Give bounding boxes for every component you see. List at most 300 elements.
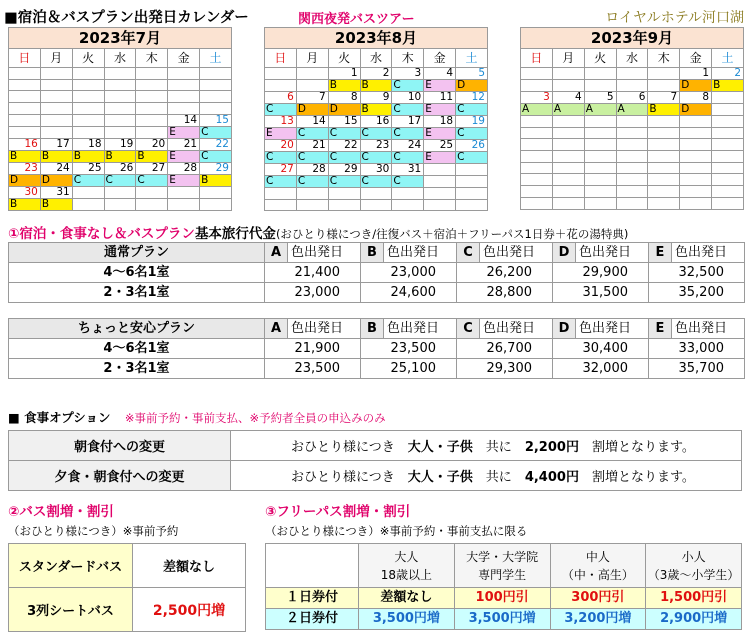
departure-badge-label: 色出発日 [672, 243, 745, 263]
week-date-row [521, 116, 744, 128]
tour-subtitle: 関西夜発バスツアー [298, 12, 415, 27]
weekday-label: 日 [9, 49, 41, 68]
calendar-plan-code: C [392, 176, 424, 188]
calendar-plan-code [136, 79, 168, 91]
price-cell: 30,400 [553, 339, 649, 359]
calendar-2 [264, 27, 488, 211]
calendar-plan-code [168, 103, 200, 115]
room-type: 4～6名1室 [9, 263, 265, 283]
calendar-date: 8 [328, 92, 360, 104]
calendar-date: 30 [9, 186, 41, 198]
calendar-plan-code [521, 197, 553, 209]
calendar-date [9, 68, 41, 80]
header-line: 専門学生 [478, 567, 527, 582]
calendar-date [521, 139, 553, 151]
table-row [9, 283, 745, 303]
calendar-date: 12 [456, 92, 488, 104]
calendar-date [616, 162, 648, 174]
weekday-label: 金 [424, 49, 456, 68]
departure-badge: C [457, 243, 480, 263]
calendar-plan-code: E [424, 104, 456, 116]
calendar-date: 25 [424, 140, 456, 152]
calendar-date: 23 [9, 162, 41, 174]
weekday-label: 日 [265, 49, 297, 68]
calendar-date: 2 [712, 68, 744, 80]
calendar-plan-code: A [521, 104, 553, 116]
calendar-plan-code: A [616, 104, 648, 116]
weekday-label: 火 [584, 49, 616, 68]
calendar-plan-code [616, 127, 648, 139]
calendar-plan-code: E [168, 126, 200, 138]
calendar-plan-code: C [265, 152, 297, 164]
departure-badge: E [649, 319, 672, 339]
row-label: １日券付 [266, 588, 359, 609]
row-label: ２日券付 [266, 609, 359, 630]
departure-badge-label: 色出発日 [480, 319, 553, 339]
calendar-plan-code: B [9, 198, 41, 210]
meal-label: 朝食付への変更 [9, 431, 231, 461]
calendar-plan-code [616, 174, 648, 186]
calendar-date: 29 [200, 162, 232, 174]
calendar-plan-code: C [360, 152, 392, 164]
calendar-date: 21 [296, 140, 328, 152]
calendar-date [296, 188, 328, 200]
calendar-date: 17 [40, 138, 72, 150]
calendar-plan-code: B [136, 150, 168, 162]
calendar-date [136, 68, 168, 80]
calendar-plan-code [136, 198, 168, 210]
calendar-plan-code: C [328, 176, 360, 188]
calendar-plan-code [9, 79, 41, 91]
calendar-date [680, 186, 712, 198]
calendar-plan-code [552, 80, 584, 92]
column-header [359, 544, 455, 588]
calendar-plan-code [392, 199, 424, 211]
calendar-date: 16 [9, 138, 41, 150]
calendar-date [136, 91, 168, 103]
section1-main: 基本旅行代金 [194, 226, 276, 242]
departure-badge-label: 色出発日 [384, 243, 457, 263]
calendar-date [168, 186, 200, 198]
calendar-plan-code [72, 79, 104, 91]
header-line: 大学・大学院 [466, 549, 539, 564]
calendar-date [265, 188, 297, 200]
table-header-row [266, 544, 742, 588]
week-code-row [9, 198, 232, 210]
price-cell: 28,800 [457, 283, 553, 303]
calendar-date: 11 [424, 92, 456, 104]
calendar-date [456, 164, 488, 176]
meal-text2: 大人・子供 [407, 440, 473, 455]
cell: 1,500円引 [646, 588, 742, 609]
calendar-month-title: 2023年8月 [265, 28, 488, 49]
calendar-plan-code [328, 199, 360, 211]
calendar-plan-code: E [424, 152, 456, 164]
calendar-date [584, 116, 616, 128]
price-cell: 23,000 [361, 263, 457, 283]
calendar-plan-code: C [265, 176, 297, 188]
departure-badge: A [265, 243, 288, 263]
week-code-row [9, 103, 232, 115]
week-code-row [521, 104, 744, 116]
calendar-plan-code [521, 174, 553, 186]
calendar-date [616, 139, 648, 151]
calendar-date [72, 186, 104, 198]
calendar-date [584, 162, 616, 174]
calendar-date [104, 68, 136, 80]
calendar-plan-code [521, 80, 553, 92]
calendar-date [168, 91, 200, 103]
calendar-date [328, 188, 360, 200]
weekday-label: 金 [680, 49, 712, 68]
calendar-month-title: 2023年9月 [521, 28, 744, 49]
calendar-plan-code: B [72, 150, 104, 162]
calendar-date: 10 [392, 92, 424, 104]
week-code-row [265, 80, 488, 92]
calendar-date [616, 116, 648, 128]
freepass-table [265, 543, 742, 630]
table-header-row [9, 243, 745, 263]
price-cell: 26,200 [457, 263, 553, 283]
calendar-plan-code: C [136, 174, 168, 186]
calendar-date [552, 186, 584, 198]
calendar-plan-code: C [104, 174, 136, 186]
calendar-plan-code: B [712, 80, 744, 92]
calendar-date [712, 92, 744, 104]
bus-table [8, 543, 246, 632]
calendar-date: 2 [360, 68, 392, 80]
calendar-plan-code: C [200, 126, 232, 138]
header-line: 中人 [585, 549, 610, 564]
calendar-date: 29 [328, 164, 360, 176]
meal-note: ※事前予約・事前支払、※予約者全員の申込みのみ [124, 411, 386, 425]
weekday-label: 土 [456, 49, 488, 68]
calendar-date: 7 [296, 92, 328, 104]
calendar-plan-code [680, 197, 712, 209]
calendar-plan-code: B [360, 104, 392, 116]
calendar-date: 28 [168, 162, 200, 174]
price-table-1 [8, 242, 745, 303]
calendar-plan-code [521, 127, 553, 139]
room-type: 2・3名1室 [9, 359, 265, 379]
calendar-plan-code [200, 198, 232, 210]
calendar-plan-code: D [40, 174, 72, 186]
price-cell: 29,900 [553, 263, 649, 283]
calendar-date: 19 [104, 138, 136, 150]
calendar-date [648, 116, 680, 128]
calendar-date [296, 68, 328, 80]
calendar-plan-code [521, 151, 553, 163]
calendar-plan-code: C [456, 104, 488, 116]
weekday-label: 金 [168, 49, 200, 68]
calendar-date [616, 68, 648, 80]
calendar-date: 28 [296, 164, 328, 176]
calendar-plan-code [104, 79, 136, 91]
weekday-label: 水 [616, 49, 648, 68]
meal-title: ■ 食事オプション [8, 410, 111, 425]
calendar-date [104, 91, 136, 103]
price-cell: 26,700 [457, 339, 553, 359]
table-row [266, 588, 742, 609]
price-cell: 23,500 [361, 339, 457, 359]
calendar-date [680, 139, 712, 151]
week-date-row [9, 138, 232, 150]
calendar-date [9, 114, 41, 126]
calendar-date: 21 [168, 138, 200, 150]
calendar-date: 7 [648, 92, 680, 104]
calendar-plan-code: B [104, 150, 136, 162]
calendar-date [265, 68, 297, 80]
calendar-plan-code [616, 80, 648, 92]
calendar-date [521, 68, 553, 80]
calendar-plan-code [680, 127, 712, 139]
meal-price: 2,200円 [524, 440, 579, 455]
calendar-date [104, 114, 136, 126]
weekday-label: 土 [712, 49, 744, 68]
meal-text2: 大人・子供 [407, 470, 473, 485]
price-cell: 24,600 [361, 283, 457, 303]
calendar-plan-code: C [296, 176, 328, 188]
section1-heading [8, 222, 628, 242]
cell: 300円引 [550, 588, 646, 609]
weekday-label: 木 [136, 49, 168, 68]
calendar-plan-code [584, 151, 616, 163]
price-cell: 21,400 [265, 263, 361, 283]
price-cell: 23,000 [265, 283, 361, 303]
calendar-date: 5 [584, 92, 616, 104]
calendar-date [712, 162, 744, 174]
departure-badge-label: 色出発日 [384, 319, 457, 339]
bus-note: （おひとり様につき）※事前予約 [8, 524, 179, 538]
week-date-row [521, 92, 744, 104]
departure-badge: C [457, 319, 480, 339]
week-code-row [9, 79, 232, 91]
calendar-plan-code [40, 126, 72, 138]
calendar-date: 3 [521, 92, 553, 104]
header-line: 18歳以上 [380, 567, 433, 582]
room-type: 4～6名1室 [9, 339, 265, 359]
weekday-label: 月 [552, 49, 584, 68]
price-cell: 32,000 [553, 359, 649, 379]
cell: 差額なし [359, 588, 455, 609]
departure-badge: B [361, 319, 384, 339]
price-cell: 32,500 [649, 263, 745, 283]
calendar-date [521, 186, 553, 198]
bus-label: スタンダードバス [9, 544, 133, 588]
calendar-date: 3 [392, 68, 424, 80]
week-code-row [521, 80, 744, 92]
departure-badge-label: 色出発日 [576, 243, 649, 263]
calendar-plan-code [360, 199, 392, 211]
week-date-row [9, 186, 232, 198]
calendar-date: 31 [392, 164, 424, 176]
calendar-date [552, 139, 584, 151]
table-row [9, 461, 742, 491]
week-code-row [265, 104, 488, 116]
calendar-plan-code [680, 151, 712, 163]
price-cell: 33,000 [649, 339, 745, 359]
plan-name: ちょっと安心プラン [9, 319, 265, 339]
column-header [646, 544, 742, 588]
page-title: ■宿泊＆バスプラン出発日カレンダー [4, 10, 249, 26]
calendar-date [712, 139, 744, 151]
meal-price: 4,400円 [524, 470, 579, 485]
calendar-date [104, 186, 136, 198]
weekday-row [265, 49, 488, 68]
calendar-plan-code [200, 103, 232, 115]
calendar-plan-code: C [328, 152, 360, 164]
calendar-plan-code: B [9, 150, 41, 162]
calendar-plan-code [9, 126, 41, 138]
calendar-plan-code: C [328, 128, 360, 140]
price-cell: 29,300 [457, 359, 553, 379]
weekday-label: 水 [360, 49, 392, 68]
calendar-date: 19 [456, 116, 488, 128]
departure-badge-label: 色出発日 [288, 319, 361, 339]
calendar-date: 6 [265, 92, 297, 104]
meal-text4: 割増となります。 [591, 470, 695, 485]
bus-value: 差額なし [133, 544, 246, 588]
calendar-plan-code: D [9, 174, 41, 186]
week-code-row [521, 174, 744, 186]
calendar-date [616, 186, 648, 198]
week-date-row [265, 188, 488, 200]
calendar-date: 15 [200, 114, 232, 126]
week-date-row [9, 114, 232, 126]
calendar-plan-code: C [456, 152, 488, 164]
departure-badge-label: 色出発日 [288, 243, 361, 263]
calendar-date [136, 114, 168, 126]
week-code-row [265, 199, 488, 211]
week-code-row [9, 126, 232, 138]
calendar-date: 4 [424, 68, 456, 80]
calendar-plan-code [40, 103, 72, 115]
calendar-plan-code: B [328, 80, 360, 92]
calendar-plan-code: C [72, 174, 104, 186]
meal-text [231, 461, 742, 491]
calendar-date [360, 188, 392, 200]
calendar-plan-code [200, 79, 232, 91]
calendar-plan-code [712, 151, 744, 163]
calendar-plan-code: E [168, 174, 200, 186]
calendar-1 [8, 27, 232, 211]
calendar-plan-code: D [328, 104, 360, 116]
calendar-plan-code: D [456, 80, 488, 92]
calendar-plan-code: C [392, 152, 424, 164]
hotel-name: ロイヤルホテル河口湖 [605, 10, 744, 26]
week-date-row [9, 162, 232, 174]
week-date-row [265, 164, 488, 176]
weekday-label: 火 [72, 49, 104, 68]
calendar-date: 25 [72, 162, 104, 174]
week-code-row [265, 176, 488, 188]
calendar-date: 5 [456, 68, 488, 80]
meal-text [231, 431, 742, 461]
calendar-3 [520, 27, 744, 210]
calendar-plan-code [104, 126, 136, 138]
price-cell: 23,500 [265, 359, 361, 379]
weekday-label: 火 [328, 49, 360, 68]
calendar-plan-code [616, 151, 648, 163]
calendar-plan-code [616, 197, 648, 209]
calendar-plan-code [584, 174, 616, 186]
calendar-date [648, 68, 680, 80]
price-cell: 31,500 [553, 283, 649, 303]
calendar-title-row [9, 28, 232, 49]
calendar-plan-code [456, 176, 488, 188]
meal-text3: 共に [485, 470, 512, 485]
calendar-plan-code [40, 79, 72, 91]
calendar-plan-code [136, 126, 168, 138]
calendar-date [680, 162, 712, 174]
calendar-date [200, 68, 232, 80]
calendar-plan-code [104, 198, 136, 210]
calendar-date [40, 91, 72, 103]
departure-badge-label: 色出発日 [480, 243, 553, 263]
calendar-date [712, 116, 744, 128]
weekday-label: 木 [392, 49, 424, 68]
calendar-date: 24 [392, 140, 424, 152]
calendar-month-title: 2023年7月 [9, 28, 232, 49]
week-code-row [9, 174, 232, 186]
meal-text1: おひとり様につき [291, 470, 395, 485]
calendar-plan-code [72, 126, 104, 138]
calendar-date [712, 186, 744, 198]
calendar-date: 30 [360, 164, 392, 176]
week-code-row [521, 197, 744, 209]
week-date-row [521, 162, 744, 174]
week-date-row [521, 139, 744, 151]
column-header [454, 544, 550, 588]
calendar-date: 26 [456, 140, 488, 152]
calendar-plan-code [296, 199, 328, 211]
calendar-date [424, 188, 456, 200]
weekday-row [521, 49, 744, 68]
calendar-plan-code: E [265, 128, 297, 140]
calendar-date: 31 [40, 186, 72, 198]
table-row [9, 263, 745, 283]
section1-note: (おひとり様につき/往復バス＋宿泊＋フリーパス1日券＋花の湯特典) [275, 227, 629, 241]
calendar-plan-code: B [648, 104, 680, 116]
calendar-plan-code [136, 103, 168, 115]
calendar-plan-code: C [360, 176, 392, 188]
calendar-date [40, 114, 72, 126]
calendar-date [392, 188, 424, 200]
calendar-date [648, 186, 680, 198]
week-code-row [265, 128, 488, 140]
calendar-plan-code: E [424, 80, 456, 92]
calendar-plan-code: D [680, 104, 712, 116]
table-row [9, 339, 745, 359]
calendar-plan-code: B [360, 80, 392, 92]
meal-label: 夕食・朝食付への変更 [9, 461, 231, 491]
calendar-date [552, 116, 584, 128]
calendar-plan-code [584, 127, 616, 139]
week-code-row [9, 150, 232, 162]
calendar-date: 22 [328, 140, 360, 152]
calendar-plan-code: C [392, 128, 424, 140]
calendar-plan-code [72, 103, 104, 115]
calendar-date: 26 [104, 162, 136, 174]
price-cell: 35,700 [649, 359, 745, 379]
calendar-plan-code [168, 79, 200, 91]
calendar-plan-code [648, 127, 680, 139]
calendar-plan-code [424, 199, 456, 211]
section1-prefix: ①宿泊・食事なし＆バスプラン [8, 226, 195, 242]
room-type: 2・3名1室 [9, 283, 265, 303]
meal-table [8, 430, 742, 491]
calendar-date: 17 [392, 116, 424, 128]
